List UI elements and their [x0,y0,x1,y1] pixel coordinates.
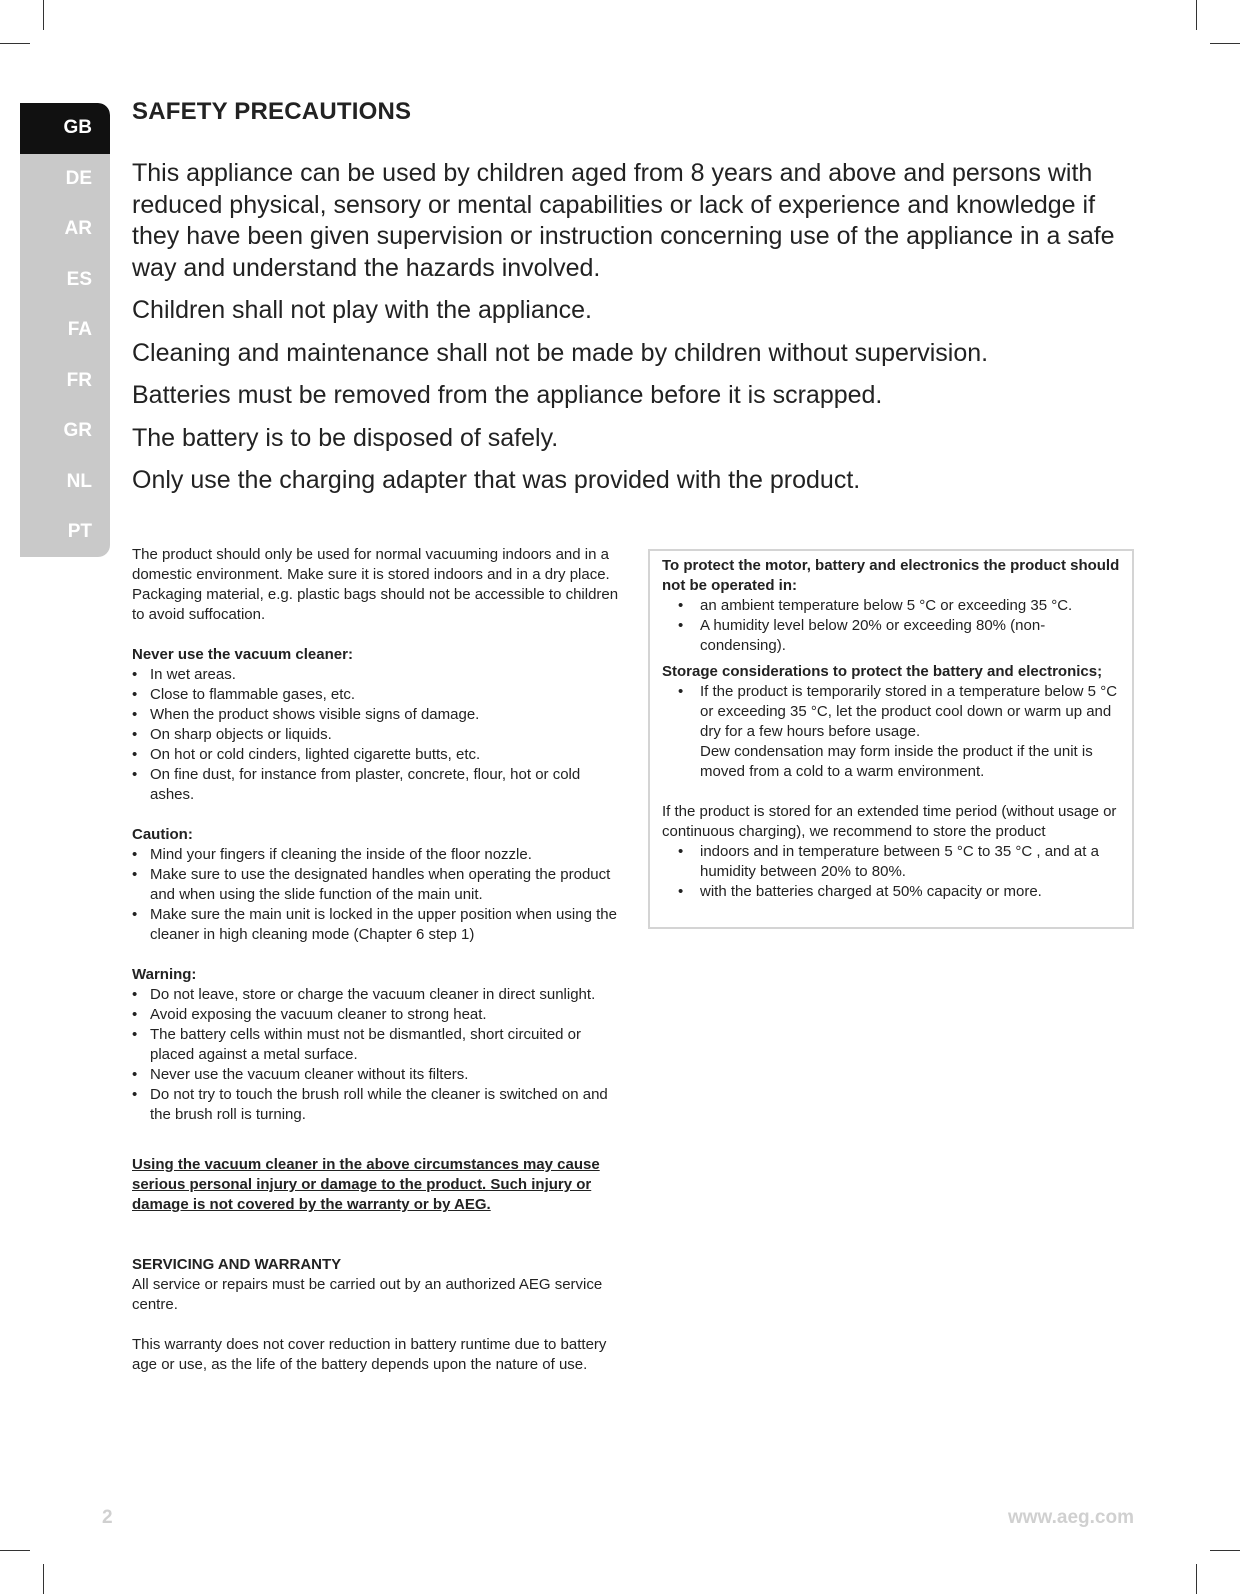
warning-heading: Warning: [132,966,197,983]
tab-language-fa[interactable]: FA [67,319,92,340]
tab-language-ar[interactable]: AR [64,218,92,239]
crop-mark [0,1550,30,1551]
list-item: • Never use the vacuum cleaner without its filters. [132,1065,622,1085]
intro-paragraph: Batteries must be removed from the appliance before it is scrapped. [132,381,883,409]
never-use-heading: Never use the vacuum cleaner: [132,646,353,663]
warranty-paragraph: This warranty does not cover reduction in battery runtime due to battery age or use, as the life of the battery depends upon the nature of use. [132,1336,607,1373]
list-item: • Avoid exposing the vacuum cleaner to strong heat. [132,1005,622,1025]
tab-language-fr[interactable]: FR [66,369,92,391]
left-column [132,545,622,1375]
list-item: • On hot or cold cinders, lighted cigarette butts, etc. [132,745,622,765]
intro-paragraph: Only use the charging adapter that was provided with the product. [132,466,861,494]
storage-heading: Storage considerations to protect the battery and electronics; [662,663,1103,680]
servicing-heading: SERVICING AND WARRANTY [132,1256,342,1273]
crop-mark [0,43,30,44]
tab-language-gb[interactable]: GB [20,103,110,154]
crop-mark [1196,0,1197,30]
crop-mark [43,0,44,30]
tab-language-de[interactable]: DE [65,167,92,189]
caution-heading: Caution: [132,826,193,843]
servicing-paragraph: All service or repairs must be carried out by an authorized AEG service centre. [132,1276,603,1313]
protection-box [648,549,1134,929]
list-item: • Close to flammable gases, etc. [132,685,622,705]
page-number: 2 [102,1507,113,1528]
protect-list [662,596,1120,656]
list-item: • A humidity level below 20% or exceeding 80% (non-condensing). [662,616,1120,656]
list-item: • The battery cells within must not be dismantled, short circuited or placed against a metal surface. [132,1025,622,1065]
tab-language-es[interactable]: ES [66,268,92,290]
tab-language-pt[interactable]: PT [67,521,92,542]
list-item: • Mind your fingers if cleaning the inside of the floor nozzle. [132,845,622,865]
list-item: • When the product shows visible signs of damage. [132,705,622,725]
intro-paragraph: Children shall not play with the appliance. [132,296,592,324]
intro-paragraph: Cleaning and maintenance shall not be made by children without supervision. [132,338,989,367]
list-item [662,682,1120,782]
never-use-list [132,665,622,805]
crop-mark [43,1564,44,1594]
list-item: • Do not leave, store or charge the vacuum cleaner in direct sunlight. [132,985,622,1005]
packaging-paragraph: Packaging material, e.g. plastic bags should not be accessible to children to avoid suffocation. [132,586,619,623]
intro-paragraph: This appliance can be used by children aged from 8 years and above and persons with reduced physical, sensory or mental capabilities or lack of experience and knowledge if they have been given supervision or instruction concerning use of the appliance in a safe way and understand the hazards involved. [132,159,1115,282]
list-item: • an ambient temperature below 5 °C or exceeding 35 °C. [662,596,1120,616]
protect-heading: To protect the motor, battery and electronics the product should not be operated in: [662,557,1120,594]
intro-section [132,158,1132,508]
warning-list [132,985,622,1125]
crop-mark [1210,1550,1240,1551]
list-item: • Make sure the main unit is locked in the upper position when using the cleaner in high cleaning mode (Chapter 6 step 1) [132,905,622,945]
intro-paragraph: The battery is to be disposed of safely. [132,423,559,452]
crop-mark [1210,43,1240,44]
caution-list [132,845,622,945]
list-item: • Do not try to touch the brush roll while the cleaner is switched on and the brush roll is turning. [132,1085,622,1125]
website-link[interactable]: www.aeg.com [1008,1507,1134,1528]
extended-storage-list [662,842,1120,902]
tab-language-gr[interactable]: GR [63,420,92,441]
usage-paragraph: The product should only be used for normal vacuuming indoors and in a domestic environment. Make sure it is stored indoors and in a dry place. [132,546,610,583]
storage-item-text: If the product is temporarily stored in a temperature below 5 °C or exceeding 35 °C, let the product cool down or warm up and dry for a few hours before usage. [700,683,1118,740]
crop-mark [1196,1564,1197,1594]
list-item: • On fine dust, for instance from plaster, concrete, flour, hot or cold ashes. [132,765,622,805]
language-tabs [20,103,110,557]
warranty-notice: Using the vacuum cleaner in the above circumstances may cause serious personal injury or damage to the product. Such injury or damage is not covered by the warranty or by AEG. [132,1156,600,1213]
extended-storage-text: If the product is stored for an extended time period (without usage or continuous charging), we recommend to store the product [662,803,1117,840]
list-item: • with the batteries charged at 50% capacity or more. [662,882,1120,902]
list-item: • In wet areas. [132,665,622,685]
tab-language-nl[interactable]: NL [66,470,92,492]
list-item: • indoors and in temperature between 5 °C to 35 °C , and at a humidity between 20% to 80%. [662,842,1120,882]
page-title: SAFETY PRECAUTIONS [132,98,412,125]
list-item: • On sharp objects or liquids. [132,725,622,745]
storage-item-note: Dew condensation may form inside the product if the unit is moved from a cold to a warm environment. [700,743,1093,780]
list-item: • Make sure to use the designated handles when operating the product and when using the slide function of the main unit. [132,865,622,905]
storage-list [662,682,1120,782]
